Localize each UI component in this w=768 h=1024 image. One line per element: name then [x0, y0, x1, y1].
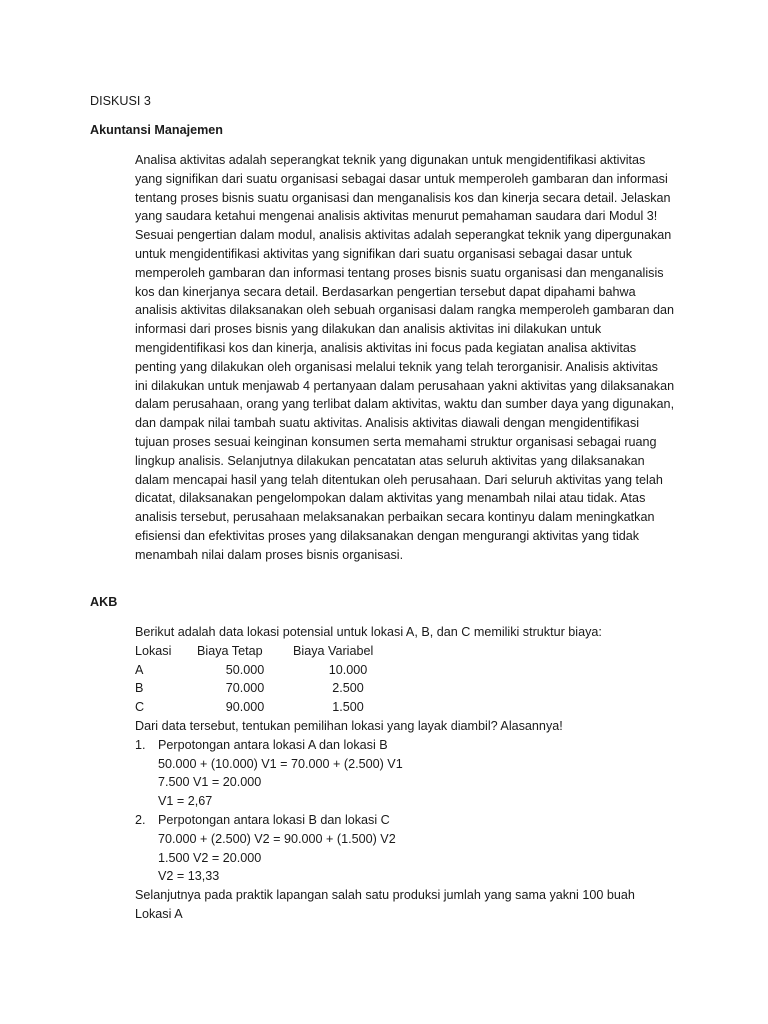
table-row — [135, 661, 695, 680]
discussion-paragraph — [135, 151, 680, 565]
paragraph-line: memperoleh gambaran dan informasi tentang proses bisnis suatu organisasi dan menganalisis — [135, 265, 664, 280]
list-item — [135, 811, 695, 830]
table-cell: 1.500 — [332, 700, 364, 715]
table-row — [135, 698, 695, 717]
paragraph-line: yang signifikan dari suatu organisasi sebagai dasar untuk memperoleh gambaran dan informasi — [135, 171, 668, 186]
list-number: 2. — [135, 812, 146, 827]
calc-line: 70.000 + (2.500) V2 = 90.000 + (1.500) V2 — [158, 831, 396, 846]
table-cell: 10.000 — [328, 662, 368, 677]
paragraph-line: untuk mengidentifikasi aktivitas yang signifikan dari suatu organisasi sebagai dasar untuk — [135, 246, 633, 261]
paragraph-line: tentang proses bisnis suatu organisasi dan menganalisis kos dan kinerja secara detail. Jelaskan — [135, 190, 671, 205]
table-header-cell: Biaya Variabel — [293, 643, 374, 658]
paragraph-line: tujuan proses sesuai keinginan konsumen serta memahami struktur organisasi sebagai ruang — [135, 434, 657, 449]
paragraph-line: dalam perusahaan, orang yang terlibat dalam aktivitas, waktu dan sumber daya yang digunakan, — [135, 397, 675, 412]
table-cell: B — [135, 681, 144, 696]
paragraph-line: kos dan kinerjanya secara detail. Berdasarkan pengertian tersebut dapat dipahami bahwa — [135, 284, 636, 299]
calc-line: V2 = 13,33 — [158, 869, 220, 884]
calc-line: V1 = 2,67 — [158, 794, 213, 809]
akb-section — [135, 623, 695, 924]
table-row — [135, 679, 695, 698]
calc-line: 50.000 + (10.000) V1 = 70.000 + (2.500) V1 — [158, 756, 403, 771]
akb-question: Dari data tersebut, tentukan pemilihan lokasi yang layak diambil? Alasannya! — [135, 718, 563, 733]
paragraph-line: ini dilakukan untuk menjawab 4 pertanyaan dalam perusahaan yakni aktivitas yang dilaksanakan — [135, 378, 675, 393]
list-number: 1. — [135, 737, 146, 752]
paragraph-line: analisis tersebut, perusahaan melaksanakan perbaikan secara kontinyu dalam meningkatkan — [135, 510, 655, 525]
table-cell: 90.000 — [225, 700, 265, 715]
table-header-row — [135, 642, 695, 661]
document-header: DISKUSI 3 — [90, 94, 151, 108]
paragraph-line: Sesuai pengertian dalam modul, analisis aktivitas adalah seperangkat teknik yang dipergunakan — [135, 228, 672, 243]
paragraph-line: dan dampak nilai tambah suatu aktivitas. Analisis aktivitas diawali dengan mengidentifikasi — [135, 416, 640, 431]
paragraph-line: lingkup analisis. Selanjutnya dilakukan pencatatan atas seluruh aktivitas yang dilaksanakan — [135, 453, 645, 468]
paragraph-line: informasi dari proses bisnis yang dilakukan dan analisis aktivitas ini dilakukan untuk — [135, 322, 602, 337]
paragraph-line: menambah nilai dalam proses bisnis organisasi. — [135, 547, 404, 562]
section-title: Akuntansi Manajemen — [90, 123, 223, 137]
akb-title: AKB — [90, 595, 118, 609]
table-header-cell: Biaya Tetap — [197, 643, 263, 658]
table-cell: 2.500 — [332, 681, 364, 696]
table-cell: A — [135, 662, 144, 677]
akb-intro: Berikut adalah data lokasi potensial untuk lokasi A, B, dan C memiliki struktur biaya: — [135, 625, 602, 639]
akb-last-line: Lokasi A — [135, 906, 183, 921]
calc-line: 7.500 V1 = 20.000 — [158, 775, 262, 790]
paragraph-line: yang saudara ketahui mengenai analisis aktivitas menurut pemahaman saudara dari Modul 3! — [135, 209, 658, 224]
paragraph-line: Analisa aktivitas adalah seperangkat teknik yang digunakan untuk mengidentifikasi aktivitas — [135, 153, 646, 167]
paragraph-line: efisiensi dan efektivitas proses yang dilaksanakan dengan mengurangi aktivitas yang tidak — [135, 528, 640, 543]
akb-closing: Selanjutnya pada praktik lapangan salah satu produksi jumlah yang sama yakni 100 buah — [135, 888, 635, 903]
paragraph-line: dicatat, dilaksanakan pengelompokan dalam aktivitas yang menambah nilai atau tidak. Atas — [135, 491, 646, 506]
calc-line: 1.500 V2 = 20.000 — [158, 850, 262, 865]
table-cell: C — [135, 700, 145, 715]
table-cell: 50.000 — [225, 662, 265, 677]
table-header-cell: Lokasi — [135, 643, 172, 658]
paragraph-line: mengidentifikasi kos dan kinerja, analisis aktivitas ini focus pada kegiatan analisa aktivitas — [135, 340, 637, 355]
list-item-title: Perpotongan antara lokasi B dan lokasi C — [158, 812, 390, 827]
table-cell: 70.000 — [225, 681, 265, 696]
paragraph-line: analisis aktivitas dilaksanakan oleh sebuah organisasi dalam rangka memperoleh gambaran dan — [135, 303, 675, 318]
list-item — [135, 736, 695, 755]
list-item-title: Perpotongan antara lokasi A dan lokasi B — [158, 737, 388, 752]
paragraph-line: penting yang dilakukan oleh organisasi melalui teknik yang telah terorganisir. Analisis aktivitas — [135, 359, 658, 374]
paragraph-line: dalam mencapai hasil yang telah ditentukan oleh perusahaan. Dari seluruh aktivitas yang telah — [135, 472, 663, 487]
